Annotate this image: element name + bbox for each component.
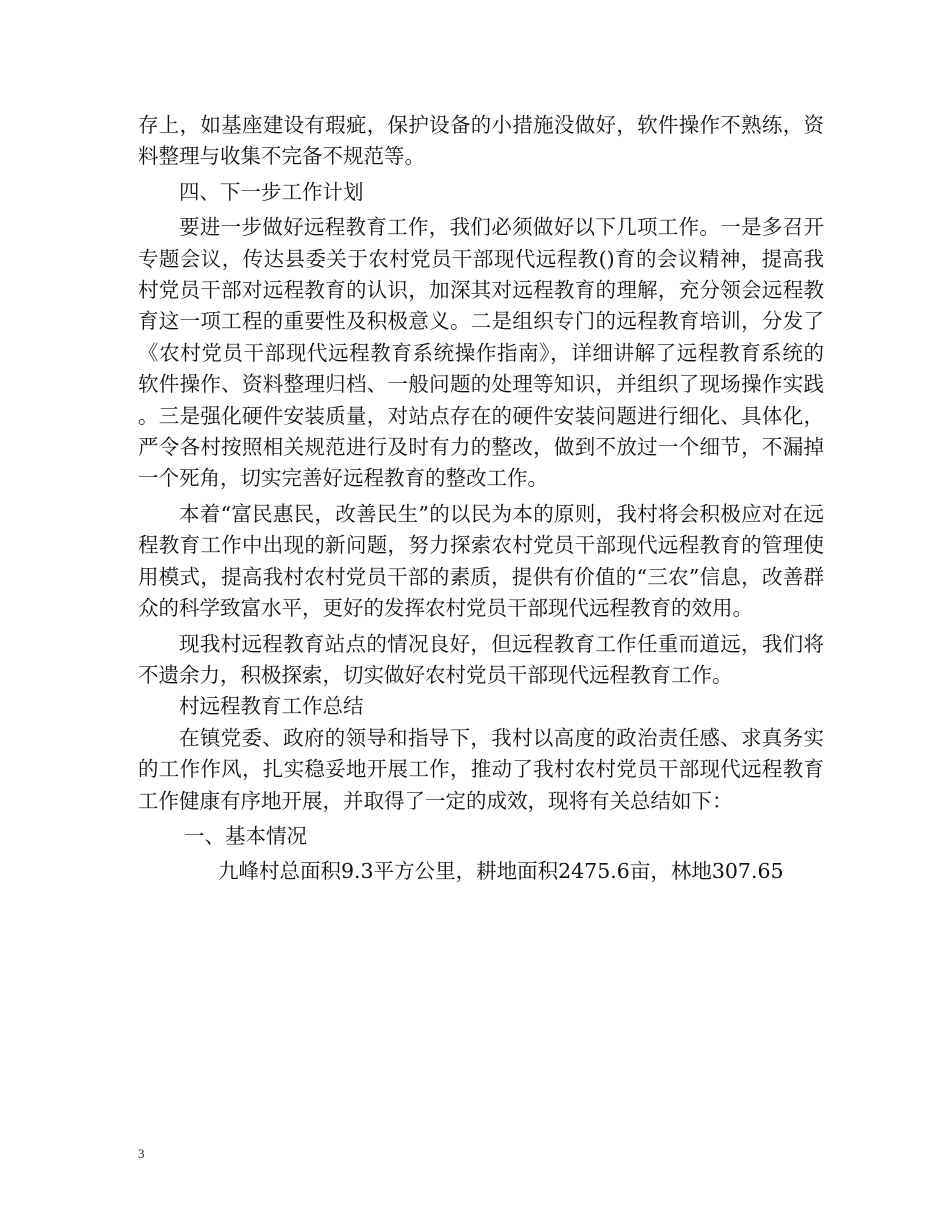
section-heading-next-steps: 四、下一步工作计划	[179, 179, 364, 204]
section-heading-basic-info: 一、基本情况	[184, 823, 307, 848]
document-title-summary: 村远程教育工作总结	[179, 694, 364, 719]
paragraph-introduction: 在镇党委、政府的领导和指导下，我村以高度的政治责任感、求真务实的工作作风，扎实稳妥地开展工作，推动了我村农村党员干部现代远程教育工作健康有序地开展，并取得了一定的成效，现将有关总结如下：	[138, 725, 824, 813]
document-body	[138, 110, 824, 888]
paragraph-principle: 本着“富民惠民，改善民生”的以民为本的原则，我村将会积极应对在远程教育工作中出现的新问题，努力探索农村党员干部现代远程教育的管理使用模式，提高我村农村党员干部的素质，提供有价值的“三农”信息，改善群众的科学致富水平，更好的发挥农村党员干部现代远程教育的效用。	[138, 501, 824, 621]
page-number: 3	[138, 1146, 145, 1161]
paragraph-work-plan: 要进一步做好远程教育工作，我们必须做好以下几项工作。一是多召开专题会议，传达县委关于农村党员干部现代远程教()育的会议精神，提高我村党员干部对远程教育的认识，加深其对远程教育的理解，充分领会远程教育这一项工程的重要性及积极意义。二是组织专门的远程教育培训，分发了《农村党员干部现代远程教育系统操作指南》，详细讲解了远程教育系统的软件操作、资料整理归档、一般问题的处理等知识，并组织了现场操作实践。三是强化硬件安装质量，对站点存在的硬件安装问题进行细化、具体化，严令各村按照相关规范进行及时有力的整改，做到不放过一个细节，不漏掉一个死角，切实完善好远程教育的整改工作。	[138, 215, 824, 491]
paragraph-deficiencies-continued: 存上，如基座建设有瑕疵，保护设备的小措施没做好，软件操作不熟练，资料整理与收集不完备不规范等。	[138, 113, 824, 169]
paragraph-village-area: 九峰村总面积9.3平方公里，耕地面积2475.6亩，林地307.65	[218, 859, 784, 884]
paragraph-current-status: 现我村远程教育站点的情况良好，但远程教育工作任重而道远，我们将不遗余力，积极探索，切实做好农村党员干部现代远程教育工作。	[138, 631, 824, 687]
